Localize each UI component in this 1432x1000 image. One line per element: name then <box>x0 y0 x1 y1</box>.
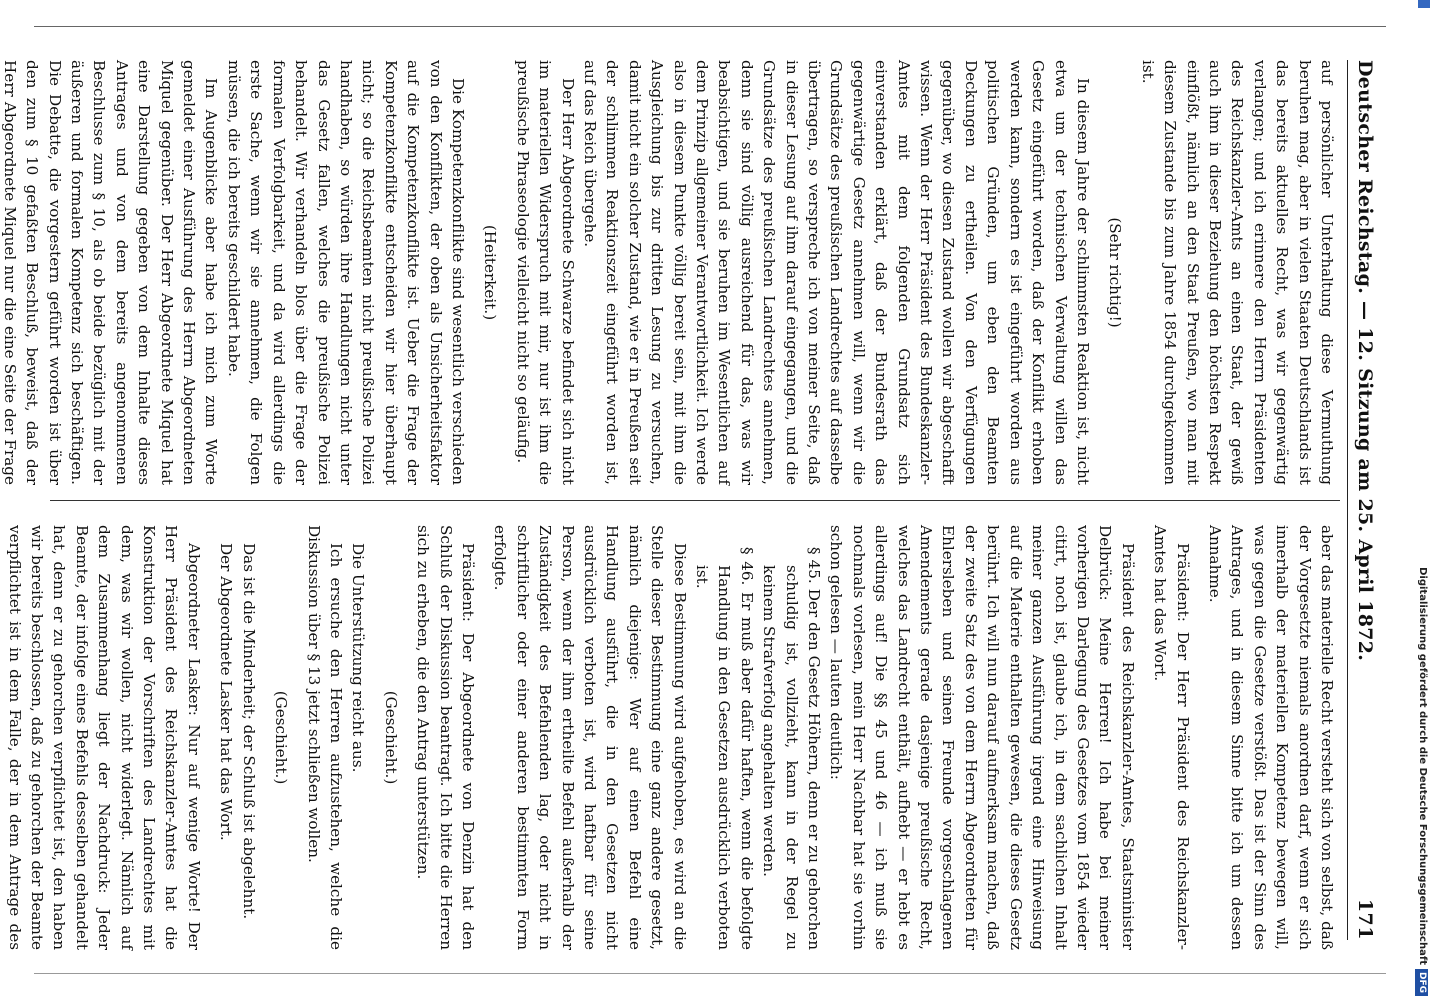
paragraph: Im Augenblicke aber habe ich mich zum Worte gemeldet einer Ausführung des Herrn Abgeordneten Miquel gegenüber. Der Herr Abgeordnete Miquel hat eine Darstellung gegeben von dem Inhalte dieses Antrages und von dem bereits angenommenen Beschlusse zum § 10, als ob beide bezüglich mit der äußeren und formalen Kompetenz sich beschäftigen. Die Debatte, die vorgestern geführt worden ist über den zum § 10 gefaßten Beschluß, beweist, daß der Herr Abgeordnete Miquel nur die eine Seite der Frage <box>0 60 221 485</box>
running-head-title: Deutscher Reichstag. — 12. Sitzung am 25. April 1872. <box>1354 60 1376 662</box>
paragraph: Das ist die Minderheit; der Schluß ist abgelehnt. <box>239 543 258 920</box>
column-divider <box>50 500 1340 501</box>
credit-text: Digitalisierung gefördert durch die Deutsche Forschungsgemeinschaft <box>1417 567 1428 965</box>
speaker-paragraph: Präsident des Reichskanzler-Amtes, Staatsminister Delbrück: Meine Herren! Ich habe bei meiner vorherigen Darlegung des Gesetzes vom 1854 wieder citirt, noch ist, glaube ich, in dem sachlichen Inhalt meiner ganzen Ausführung irgend eine Hinweisung auf die Materie enthalten gewesen, die dieses Gesetz berührt. Ich will nun darauf aufmerksam machen, daß der zweite Satz des von dem Herrn Abgeordneten für Ehlersleben und seinen Freunde vorgeschlagenen Amendements gerade dasjenige preußische Recht, welches das Landrecht enthält, aufhebt — er hebt es allerdings auf! Die §§ 45 und 46 — ich muß sie nochmals vorlesen, mein Herr Nachbar hat sie vorhin schon gelesen — lauten deutlich: <box>827 525 1137 950</box>
paragraph: Ich ersuche den Herren aufzustehen, welche die Diskussion über § 13 jetzt schließen wollen. <box>304 525 345 950</box>
right-column <box>0 525 1338 950</box>
interjection: (Heiterkeit.) <box>481 224 500 321</box>
speaker-paragraph: Präsident: Der Herr Präsident des Reichskanzler-Amtes hat das Wort. <box>1151 525 1192 950</box>
dfg-logo: DFG <box>1415 969 1428 996</box>
running-head <box>1350 60 1380 940</box>
paragraph: aber das materielle Recht versteht sich von selbst, daß der Vorgesetzte niemals anordnen darf, wenn er sich innerhalb der materiellen Kompetenz bewegen will, was gegen die Gesetze verstößt. Das ist der Sinn des Antrages, und in diesem Sinne bitte ich um dessen Annahme. <box>1205 525 1336 950</box>
interjection: (Geschieht.) <box>272 690 291 785</box>
law-citation: § 45. Der den Gesetz Höhern, denn er zu gehorchen schuldig ist, vollzieht, kann in der Regel zu keinem Strafverfolg angehalten werden. <box>760 547 824 950</box>
interjection: (Sehr richtig!) <box>1106 217 1125 328</box>
paragraph: Die Unterstützung reicht aus. <box>349 543 368 773</box>
paragraph: Diese Bestimmung wird aufgehoben, es wird an die Stelle dieser Bestimmung eine ganz andere gesetzt, nämlich diejenige: Wer auf einen Befehl eine Handlung ausführt, die in den Gesetzen nicht ausdrücklich verboten ist, wird haftbar für seine Person, wenn der ihm ertheilte Befehl außerhalb der Zuständigkeit des Befehlenden lag, oder nicht in schriftlicher oder einer anderen bestimmten Form erfolgte. <box>491 525 689 950</box>
interjection: (Geschieht.) <box>381 690 400 785</box>
speaker-paragraph: Abgeordneter Lasker: Nur auf wenige Worte! Der Herr Präsident des Reichskanzler-Amtes hat die Konstruktion der Vorschriften des Landrechtes mit dem, was wir wollen, nicht widerlegt. Nämlich auf dem Zusammenhang liegt der Nachdruck: Jeder Beamte, der infolge eines Befehls desselben gehandelt hat, denn er zu gehorchen verpflichtet ist, den haben wir bereits beschlossen, daß zu gehorchen der Beamte verpflichtet ist in dem Falle, der in dem Antrage des <box>5 525 203 950</box>
paragraph: Die Kompetenzkonflikte sind wesentlich verschieden von den Konflikten, der oben als Unsicherheitsfaktor auf die Kompetenzkonflikte ist. Ueber die Frage der Kompetenzkonflikte entscheiden wir hier überhaupt nicht; so die Reichsbeamten nicht preußische Polizei handhaben, so würden ihre Handlungen nicht unter das Gesetz fallen, welches die preußische Polizei behandelt. Wir verhandeln blos über die Frage der formalen Verfolgbarkeit, und da wird allerdings die erste Sache, wenn wir sie annehmen, die Folgen müssen, die ich bereits geschildert habe. <box>224 60 467 485</box>
paragraph: Der Herr Abgeordnete Schwarze befindet sich nicht im materiellen Widerspruch mit mir, nur ist ihm die preußische Phraseologie vielleicht nicht so geläufig. <box>513 60 577 485</box>
paragraph: Der Abgeordnete Lasker hat das Wort. <box>217 543 236 841</box>
paragraph: auf persönlicher Unterhaltung diese Vermuthung beruhen mag, aber in vielen Staaten Deutschlands ist das bereits aktuelles Recht, was wir gegenwärtig verlangen; und ich erinnere den Herrn Präsidenten des Reichskanzler-Amts an einen Staat, der gewiß auch ihm in dieser Beziehung den höchsten Respekt einflößt, nämlich an den Staat Preußen, wo man mit diesem Zustande bis zum Jahre 1854 durchgekommen ist. <box>1138 60 1336 485</box>
law-citation: § 46. Er muß aber dafür haften, wenn die befolgte Handlung in den Gesetzen ausdrücklich verboten ist. <box>693 547 756 950</box>
paragraph: In diesem Jahre der schlimmsten Reaktion ist, nicht etwa um der technischen Verwaltung willen das Gesetz eingeführt worden, daß der Konflikt erhoben werden kann, sondern es ist eingeführt worden aus politischen Gründen, um eben den Beamten Deckungen zu ertheilen. Von den Verfügungen gegenüber, wo diesen Zustand wollen wir abgeschafft wissen. Wenn der Herr Präsident des Bundeskanzler-Amtes mit dem folgenden Grundsatz sich einverstanden erklärt, daß der Bundesrath das gegenwärtige Gesetz annehmen will, wenn wir die Grundsätze des preußischen Landrechtes auf dasselbe übertragen, so verspreche ich von meiner Seite, daß in dieser Lesung auf ihm darauf eingegangen, und die Grundsätze des preußischen Landrechtes annehmen, denn sie sind völlig ausreichend für das, was wir beabsichtigen, und sie beruhen im Wesentlichen auf dem Prinzip allgemeiner Verantwortlichkeit. Ich werde also in diesem Punkte völlig bereit sein, mit ihm die Ausgleichung bis zur dritten Lesung zu versuchen, damit nicht ein solcher Zustand, wie er in Preußen seit der schlimmen Reaktionszeit eingeführt worden ist, auf das Reich übergehe. <box>581 60 1092 485</box>
header-rule <box>1347 60 1348 940</box>
scanned-page <box>0 20 1390 980</box>
page-number: 171 <box>1354 898 1376 940</box>
left-column <box>0 60 1338 485</box>
speaker-paragraph: Präsident: Der Abgeordnete von Denzin hat den Schluß der Diskussion beantragt. Ich bitte die Herren sich zu erheben, die den Antrag unterstützen. <box>414 525 477 950</box>
digitization-credit <box>1414 4 1430 996</box>
